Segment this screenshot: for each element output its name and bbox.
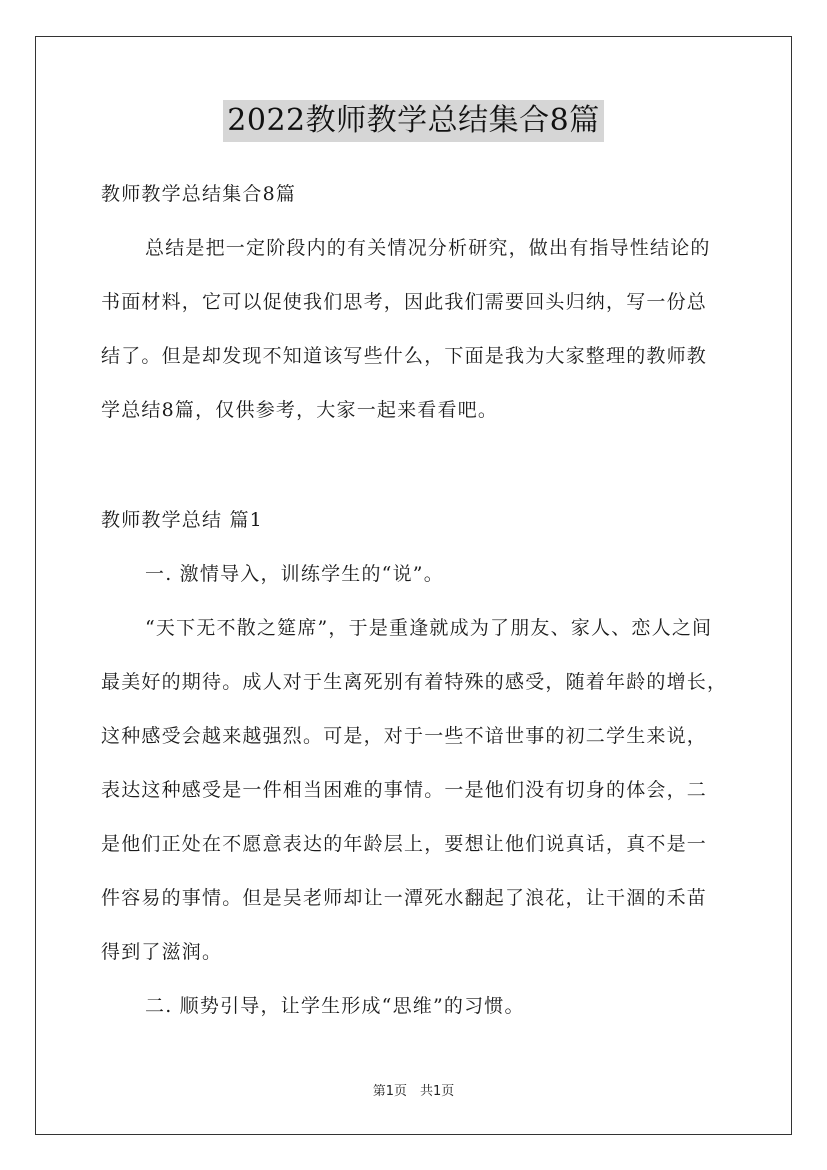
point-1-heading: 一. 激情导入，训练学生的“说”。 [145,563,444,585]
page-footer: 第1页 共1页 [372,1084,455,1099]
intro-line-1: 总结是把一定阶段内的有关情况分析研究，做出有指导性结论的 [145,237,711,259]
subtitle: 教师教学总结集合8篇 [101,183,297,205]
body-line-4: 表达这种感受是一件相当困难的事情。一是他们没有切身的体会，二 [101,779,708,801]
body-line-3: 这种感受会越来越强烈。可是，对于一些不谙世事的初二学生来说， [101,725,708,747]
body-line-2: 最美好的期待。成人对于生离死别有着特殊的感受，随着年龄的增长， [101,671,728,693]
body-line-6: 件容易的事情。但是吴老师却让一潭死水翻起了浪花，让干涸的禾苗 [101,887,708,909]
document-title: 2022教师教学总结集合8篇 [223,100,603,142]
intro-line-3: 结了。但是却发现不知道该写些什么，下面是我为大家整理的教师教 [101,345,708,367]
section-heading: 教师教学总结 篇1 [101,509,263,531]
body-line-7: 得到了滋润。 [101,941,223,963]
intro-line-2: 书面材料，它可以促使我们思考，因此我们需要回头归纳，写一份总 [101,291,708,313]
body-line-5: 是他们正处在不愿意表达的年龄层上，要想让他们说真话，真不是一 [101,833,708,855]
title-wrapper [0,100,827,142]
body-line-1: “天下无不散之筵席”，于是重逢就成为了朋友、家人、恋人之间 [145,617,713,639]
point-2-heading: 二. 顺势引导，让学生形成“思维”的习惯。 [145,995,525,1017]
intro-line-4: 学总结8篇，仅供参考，大家一起来看看吧。 [101,399,499,421]
